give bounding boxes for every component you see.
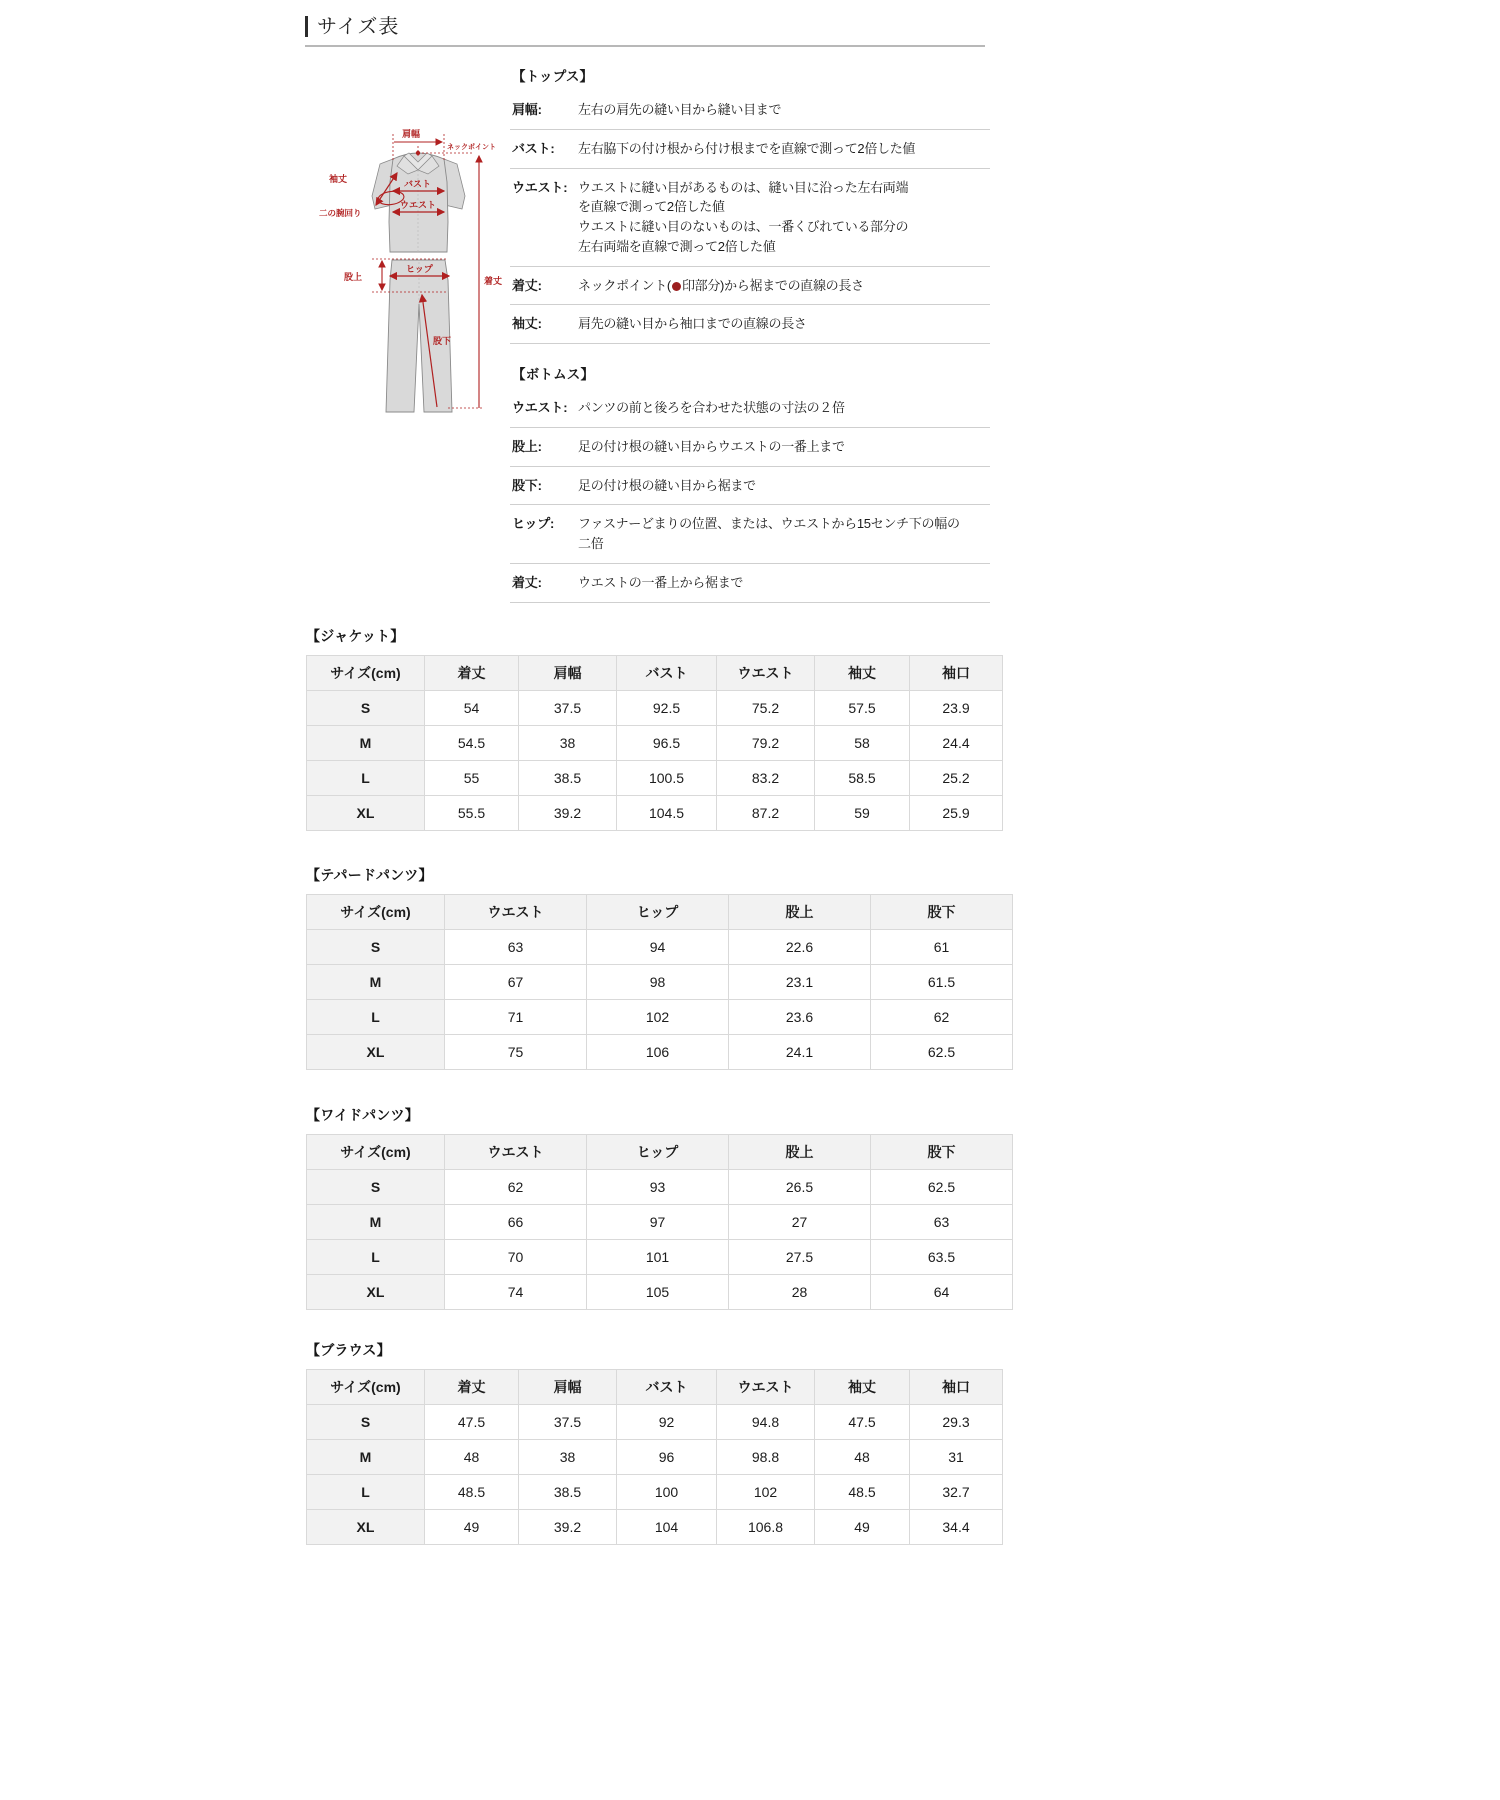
table-cell: 62 (445, 1170, 587, 1205)
row-header-size: L (307, 1000, 445, 1035)
table-row (307, 1240, 1013, 1275)
table-cell: 63 (445, 930, 587, 965)
row-header-size: S (307, 1405, 425, 1440)
column-header: ヒップ (587, 895, 729, 930)
diagram-label-sleeve-length: 袖丈 (329, 174, 348, 184)
column-header: 股上 (729, 895, 871, 930)
definition-row-inseam (510, 466, 990, 505)
table-cell: 58.5 (815, 761, 910, 796)
size-table-caption: 【ジャケット】 (306, 628, 405, 644)
column-header: 袖口 (910, 1370, 1003, 1405)
table-cell: 83.2 (717, 761, 815, 796)
definition-row-rise (510, 427, 990, 466)
table-row (307, 1170, 1013, 1205)
column-header: ウエスト (445, 895, 587, 930)
table-cell: 96.5 (617, 726, 717, 761)
table-cell: 58 (815, 726, 910, 761)
table-cell: 26.5 (729, 1170, 871, 1205)
row-header-size: XL (307, 796, 425, 831)
table-cell: 66 (445, 1205, 587, 1240)
table-cell: 61.5 (871, 965, 1013, 1000)
size-table (306, 1134, 1013, 1310)
column-header: 肩幅 (519, 1370, 617, 1405)
table-cell: 106.8 (717, 1510, 815, 1545)
page-title: サイズ表 (317, 15, 400, 38)
table-cell: 54 (425, 691, 519, 726)
table-cell: 38 (519, 1440, 617, 1475)
definition-term: ウエスト: (512, 400, 568, 415)
table-cell: 48 (815, 1440, 910, 1475)
table-cell: 104.5 (617, 796, 717, 831)
table-cell: 48.5 (815, 1475, 910, 1510)
table-cell: 25.2 (910, 761, 1003, 796)
table-row (307, 1205, 1013, 1240)
table-cell: 32.7 (910, 1475, 1003, 1510)
table-cell: 87.2 (717, 796, 815, 831)
table-row (307, 761, 1003, 796)
table-cell: 92.5 (617, 691, 717, 726)
column-header: サイズ(cm) (307, 1135, 445, 1170)
table-cell: 23.6 (729, 1000, 871, 1035)
neck-point-marker-icon (672, 282, 681, 291)
table-cell: 24.4 (910, 726, 1003, 761)
table-cell: 70 (445, 1240, 587, 1275)
table-cell: 67 (445, 965, 587, 1000)
definition-description: ウエストに縫い目があるものは、縫い目に沿った左右両端 を直線で測って2倍した値 ウエストに縫い目のないものは、一番くびれている部分の 左右両端を直線で測って2倍した値 (578, 179, 909, 254)
table-cell: 47.5 (425, 1405, 519, 1440)
title-row (305, 16, 985, 37)
definition-term: ウエスト: (512, 179, 568, 195)
column-header: バスト (617, 656, 717, 691)
measurement-definitions (510, 62, 990, 603)
definitions-divider-end (510, 602, 990, 603)
table-row (307, 1510, 1003, 1545)
table-cell: 63 (871, 1205, 1013, 1240)
column-header: 股下 (871, 895, 1013, 930)
diagram-label-rise: 股上 (344, 272, 363, 282)
diagram-label-hip: ヒップ (406, 264, 433, 274)
table-cell: 39.2 (519, 1510, 617, 1545)
size-table (306, 1369, 1003, 1545)
table-cell: 22.6 (729, 930, 871, 965)
definition-description: 足の付け根の縫い目から裾まで (578, 477, 756, 493)
definition-term: 着丈: (512, 277, 542, 293)
column-header: ウエスト (445, 1135, 587, 1170)
table-cell: 27 (729, 1205, 871, 1240)
table-cell: 104 (617, 1510, 717, 1545)
table-cell: 64 (871, 1275, 1013, 1310)
table-cell: 49 (425, 1510, 519, 1545)
row-header-size: M (307, 1440, 425, 1475)
row-header-size: M (307, 726, 425, 761)
table-cell: 100.5 (617, 761, 717, 796)
table-cell: 37.5 (519, 1405, 617, 1440)
table-cell: 39.2 (519, 796, 617, 831)
table-header-row (307, 1370, 1003, 1405)
diagram-label-waist: ウエスト (400, 200, 437, 210)
column-header: サイズ(cm) (307, 895, 445, 930)
table-row (307, 796, 1003, 831)
table-cell: 49 (815, 1510, 910, 1545)
table-row (307, 726, 1003, 761)
table-cell: 25.9 (910, 796, 1003, 831)
table-cell: 94 (587, 930, 729, 965)
definition-description: 足の付け根の縫い目からウエストの一番上まで (578, 438, 845, 454)
definition-text-post: 印部分)から裾までの直線の長さ (681, 277, 864, 293)
column-header: サイズ(cm) (307, 656, 425, 691)
definition-row-body-length (510, 266, 990, 305)
definition-text-pre: ネックポイント( (578, 277, 671, 293)
table-cell: 79.2 (717, 726, 815, 761)
size-table (306, 894, 1013, 1070)
table-row (307, 1405, 1003, 1440)
table-cell: 102 (587, 1000, 729, 1035)
row-header-size: L (307, 761, 425, 796)
definition-description: ファスナーどまりの位置、または、ウエストから15センチ下の幅の 二倍 (578, 516, 960, 551)
size-table-section-tapered-pants (306, 865, 1013, 1070)
table-row (307, 1035, 1013, 1070)
definition-description: 左右脇下の付け根から付け根までを直線で測って2倍した値 (578, 140, 916, 156)
definition-term: 袖丈: (512, 316, 542, 332)
table-cell: 92 (617, 1405, 717, 1440)
table-header-row (307, 895, 1013, 930)
table-cell: 98.8 (717, 1440, 815, 1475)
definition-row-bust (510, 129, 990, 168)
column-header: 股下 (871, 1135, 1013, 1170)
table-header-row (307, 1135, 1013, 1170)
column-header: バスト (617, 1370, 717, 1405)
table-cell: 75 (445, 1035, 587, 1070)
table-cell: 105 (587, 1275, 729, 1310)
table-header-row (307, 656, 1003, 691)
definition-description: 肩先の縫い目から袖口までの直線の長さ (578, 316, 807, 332)
size-table-section-wide-pants (306, 1105, 1013, 1310)
size-table-caption: 【テパードパンツ】 (306, 867, 433, 883)
table-cell: 29.3 (910, 1405, 1003, 1440)
row-header-size: XL (307, 1510, 425, 1545)
title-divider (305, 45, 985, 47)
definition-description: パンツの前と後ろを合わせた状態の寸法の２倍 (578, 400, 845, 415)
row-header-size: L (307, 1475, 425, 1510)
table-cell: 48 (425, 1440, 519, 1475)
table-cell: 62 (871, 1000, 1013, 1035)
definition-term: 股上: (512, 438, 542, 454)
column-header: 袖口 (910, 656, 1003, 691)
definition-term: 股下: (512, 477, 542, 493)
definitions-heading-tops: 【トップス】 (512, 69, 594, 84)
size-table-section-jacket (306, 626, 1003, 831)
size-table-section-blouse (306, 1340, 1003, 1545)
definition-term: 着丈: (512, 574, 542, 590)
definition-row-sleeve-length (510, 304, 990, 343)
table-cell: 37.5 (519, 691, 617, 726)
table-cell: 23.1 (729, 965, 871, 1000)
table-cell: 55 (425, 761, 519, 796)
row-header-size: M (307, 965, 445, 1000)
column-header: サイズ(cm) (307, 1370, 425, 1405)
column-header: ウエスト (717, 656, 815, 691)
table-cell: 34.4 (910, 1510, 1003, 1545)
table-row (307, 1275, 1013, 1310)
size-table (306, 655, 1003, 831)
column-header: 着丈 (425, 656, 519, 691)
table-cell: 98 (587, 965, 729, 1000)
column-header: 袖丈 (815, 1370, 910, 1405)
page-header (305, 16, 985, 47)
definition-term: バスト: (512, 140, 555, 156)
table-cell: 54.5 (425, 726, 519, 761)
table-cell: 23.9 (910, 691, 1003, 726)
table-row (307, 1000, 1013, 1035)
diagram-label-inseam: 股下 (433, 336, 452, 346)
table-cell: 101 (587, 1240, 729, 1275)
table-cell: 63.5 (871, 1240, 1013, 1275)
table-row (307, 691, 1003, 726)
table-cell: 102 (717, 1475, 815, 1510)
table-row (307, 965, 1013, 1000)
definition-row-hip (510, 504, 990, 563)
table-cell: 97 (587, 1205, 729, 1240)
table-cell: 74 (445, 1275, 587, 1310)
table-cell: 28 (729, 1275, 871, 1310)
definitions-heading-bottoms: 【ボトムス】 (512, 367, 595, 382)
row-header-size: XL (307, 1275, 445, 1310)
row-header-size: S (307, 930, 445, 965)
definition-row-waist (510, 168, 990, 266)
column-header: 股上 (729, 1135, 871, 1170)
title-accent-bar (305, 16, 308, 37)
table-cell: 100 (617, 1475, 717, 1510)
size-table-caption: 【ワイドパンツ】 (306, 1107, 419, 1123)
table-cell: 94.8 (717, 1405, 815, 1440)
table-cell: 75.2 (717, 691, 815, 726)
definition-description (578, 276, 990, 296)
row-header-size: L (307, 1240, 445, 1275)
definition-term: 肩幅: (512, 102, 542, 117)
diagram-label-neck-point: ネックポイント (447, 144, 496, 151)
table-cell: 55.5 (425, 796, 519, 831)
definition-description: ウエストの一番上から裾まで (578, 574, 744, 590)
table-cell: 57.5 (815, 691, 910, 726)
table-cell: 71 (445, 1000, 587, 1035)
definition-row-shoulder (510, 91, 990, 129)
table-cell: 62.5 (871, 1170, 1013, 1205)
row-header-size: M (307, 1205, 445, 1240)
definition-row-bottoms-waist (510, 389, 990, 427)
table-cell: 93 (587, 1170, 729, 1205)
size-table-caption: 【ブラウス】 (306, 1342, 391, 1358)
column-header: 袖丈 (815, 656, 910, 691)
diagram-label-upper-arm: 二の腕回り (319, 208, 362, 218)
table-cell: 47.5 (815, 1405, 910, 1440)
definition-row-bottoms-length (510, 563, 990, 602)
table-cell: 59 (815, 796, 910, 831)
table-row (307, 1475, 1003, 1510)
table-cell: 61 (871, 930, 1013, 965)
table-row (307, 930, 1013, 965)
table-cell: 38.5 (519, 761, 617, 796)
diagram-label-body-length: 着丈 (484, 276, 503, 286)
table-row (307, 1440, 1003, 1475)
table-cell: 27.5 (729, 1240, 871, 1275)
definition-description: 左右の肩先の縫い目から縫い目まで (578, 102, 782, 117)
table-cell: 31 (910, 1440, 1003, 1475)
table-cell: 38 (519, 726, 617, 761)
row-header-size: XL (307, 1035, 445, 1070)
diagram-label-bust: バスト (404, 179, 432, 189)
garment-measurement-diagram (296, 112, 521, 432)
table-cell: 96 (617, 1440, 717, 1475)
row-header-size: S (307, 1170, 445, 1205)
table-cell: 106 (587, 1035, 729, 1070)
diagram-label-shoulder: 肩幅 (402, 129, 421, 139)
table-cell: 62.5 (871, 1035, 1013, 1070)
table-cell: 38.5 (519, 1475, 617, 1510)
table-cell: 24.1 (729, 1035, 871, 1070)
column-header: ウエスト (717, 1370, 815, 1405)
table-cell: 48.5 (425, 1475, 519, 1510)
column-header: ヒップ (587, 1135, 729, 1170)
definition-term: ヒップ: (512, 516, 555, 532)
row-header-size: S (307, 691, 425, 726)
column-header: 着丈 (425, 1370, 519, 1405)
column-header: 肩幅 (519, 656, 617, 691)
